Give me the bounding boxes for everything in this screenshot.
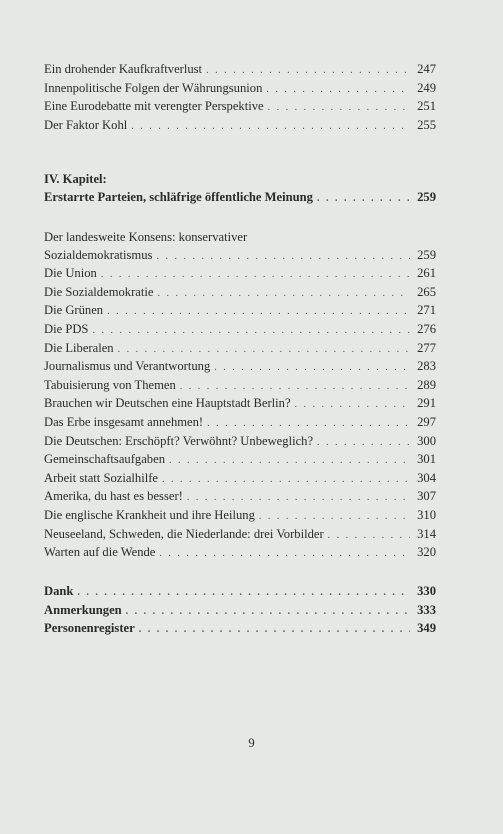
toc-entry-title: Neuseeland, Schweden, die Niederlande: drei Vorbilder [44, 526, 324, 541]
dot-leader [107, 303, 410, 321]
toc-entry[interactable] [44, 247, 436, 266]
toc-entry-title: Brauchen wir Deutschen eine Hauptstadt Berlin? [44, 396, 291, 411]
toc-entry-page: 300 [417, 433, 436, 448]
dot-leader [207, 415, 410, 433]
toc-entry-title: Die englische Krankheit und ihre Heilung [44, 507, 255, 522]
toc-entry-title: Sozialdemokratismus [44, 247, 153, 262]
dot-leader [266, 81, 410, 99]
dot-leader [92, 322, 410, 340]
toc-entry-page: 289 [417, 377, 436, 392]
toc-entry[interactable] [44, 377, 436, 396]
toc-entry-title: Die Deutschen: Erschöpft? Verwöhnt? Unbeweglich? [44, 433, 314, 448]
dot-leader [101, 266, 410, 284]
toc-entry[interactable] [44, 98, 436, 117]
toc-section-b [44, 229, 436, 563]
dot-leader [295, 396, 410, 414]
dot-leader [214, 359, 410, 377]
dot-leader [169, 452, 410, 470]
toc-entry-title: Warten auf die Wende [44, 545, 156, 560]
toc-entry-title: Amerika, du hast es besser! [44, 489, 183, 504]
toc-entry[interactable] [44, 80, 436, 99]
toc-entry-page: 301 [417, 452, 436, 467]
toc-section-a [44, 61, 436, 135]
toc-entry-title: Die PDS [44, 321, 89, 336]
toc-entry-title: Personenregister [44, 621, 135, 636]
dot-leader [131, 118, 410, 136]
toc-entry[interactable] [44, 358, 436, 377]
dot-leader [317, 190, 410, 208]
chapter-label: IV. Kapitel: [44, 172, 107, 186]
dot-leader [139, 621, 410, 639]
dot-leader [259, 508, 410, 526]
toc-entry-title: Eine Eurodebatte mit verengter Perspektive [44, 99, 264, 114]
toc-entry-title: Dank [44, 584, 74, 598]
toc-entry-title: Ein drohender Kaufkraftverlust [44, 62, 203, 76]
toc-entry[interactable] [44, 620, 436, 639]
toc-entry-page: 261 [417, 266, 436, 281]
toc-entry-page: 297 [417, 414, 436, 429]
toc-entry-page: 333 [417, 602, 436, 617]
toc-entry-title: Gemeinschaftsaufgaben [44, 452, 165, 467]
toc-entry-page: 320 [417, 545, 436, 560]
dot-leader [126, 603, 410, 621]
toc-entry[interactable] [44, 433, 436, 452]
toc-entry-page: 251 [417, 99, 436, 114]
toc-entry-title: Die Union [44, 266, 97, 281]
toc-entry-page: 310 [417, 507, 436, 522]
toc-entry[interactable] [44, 451, 436, 470]
toc-entry[interactable] [44, 284, 436, 303]
toc-entry-page: 255 [417, 117, 436, 132]
toc-entry[interactable] [44, 302, 436, 321]
toc-entry-page: 247 [417, 62, 436, 76]
toc-entry-page: 277 [417, 340, 436, 355]
toc-entry[interactable] [44, 544, 436, 563]
toc-entry-title: Tabuisierung von Themen [44, 377, 176, 392]
toc-entry-page: 276 [417, 321, 436, 336]
toc-entry-page: 304 [417, 470, 436, 485]
chapter-entry[interactable] [44, 189, 436, 208]
toc-entry-title: Innenpolitische Folgen der Währungsunion [44, 80, 263, 95]
toc-entry[interactable] [44, 395, 436, 414]
dot-leader [328, 527, 410, 545]
toc-entry-title: Das Erbe insgesamt annehmen! [44, 414, 204, 429]
toc-entry[interactable] [44, 583, 436, 602]
toc-entry-page: 307 [417, 489, 436, 504]
dot-leader [317, 434, 410, 452]
toc-entry-page: 259 [417, 247, 436, 262]
toc-entry[interactable] [44, 507, 436, 526]
toc-entry[interactable] [44, 321, 436, 340]
toc-entry-title-line1[interactable]: Der landesweite Konsens: konservativer [44, 230, 248, 244]
toc-entry-title: Arbeit statt Sozialhilfe [44, 470, 159, 485]
dot-leader [180, 378, 410, 396]
dot-leader [268, 99, 410, 117]
dot-leader [156, 248, 410, 266]
page-number: 9 [248, 736, 255, 750]
toc-entry-title: Der Faktor Kohl [44, 117, 128, 132]
chapter-title: Erstarrte Parteien, schläfrige öffentliche Meinung [44, 189, 313, 204]
toc-back-matter [44, 583, 436, 639]
toc-entry-title: Anmerkungen [44, 602, 122, 617]
toc-entry[interactable] [44, 602, 436, 621]
toc-entry-page: 249 [417, 80, 436, 95]
dot-leader [206, 62, 410, 80]
toc-entry-title: Die Grünen [44, 303, 104, 318]
dot-leader [77, 584, 410, 602]
toc-entry-page: 291 [417, 396, 436, 411]
toc-entry[interactable] [44, 265, 436, 284]
toc-entry-page: 271 [417, 303, 436, 318]
toc-entry[interactable] [44, 488, 436, 507]
toc-entry-title: Die Liberalen [44, 340, 114, 355]
toc-entry[interactable] [44, 340, 436, 359]
dot-leader [159, 545, 410, 563]
toc-entry[interactable] [44, 414, 436, 433]
chapter-page: 259 [417, 189, 436, 204]
toc-entry-page: 265 [417, 284, 436, 299]
dot-leader [162, 471, 410, 489]
toc-entry[interactable] [44, 526, 436, 545]
toc-entry-page: 314 [417, 526, 436, 541]
toc-chapter-heading [44, 171, 436, 207]
toc-entry[interactable] [44, 470, 436, 489]
toc-entry-page: 349 [417, 621, 436, 636]
toc-entry-page: 283 [417, 359, 436, 374]
dot-leader [118, 341, 410, 359]
toc-entry-title: Journalismus und Verantwortung [44, 359, 211, 374]
dot-leader [157, 285, 410, 303]
toc-entry[interactable] [44, 117, 436, 136]
dot-leader [187, 489, 410, 507]
toc-entry-title: Die Sozialdemokratie [44, 284, 154, 299]
toc-entry[interactable] [44, 61, 436, 80]
toc-entry-page: 330 [417, 584, 436, 598]
